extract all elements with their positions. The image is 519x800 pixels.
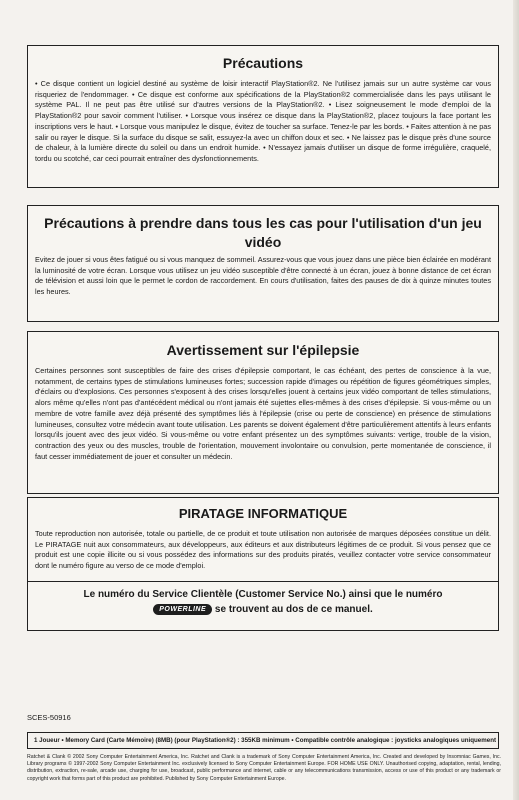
game-specs-bar: 1 Joueur • Memory Card (Carte Mémoire) (8MB) (pour PlayStation®2) : 355KB minimum • Compatible contrôle analogique : joysticks analogiques uniquement — [27, 732, 499, 749]
powerline-logo: POWERLINE — [153, 604, 212, 615]
precautions-title: Précautions — [222, 55, 304, 71]
video-precautions-section — [27, 205, 499, 322]
epilepsy-title: Avertissement sur l'épilepsie — [166, 342, 360, 358]
video-precautions-text: Evitez de jouer si vous êtes fatigué ou si vous manquez de sommeil. Assurez-vous que vous jouez dans une pièce bien éclairée en modérant la luminosité de votre écran. Lorsque vous utilisez un jeu vidéo susceptible d'être connecté à un écran, jouez à bonne distance de cet écran de télévision et aussi loin que le permet le cordon de raccordement. En cours d'utilisation, faites des pauses de dix à quinze minutes toutes les heures. — [35, 255, 491, 297]
legal-notice: Ratchet & Clank © 2002 Sony Computer Entertainment America, Inc. Ratchet and Clank is a trademark of Sony Computer Entertainment America, Inc. Created and developed by Insomniac Games, Inc. Library programs © 1997-2002 Sony Computer Entertainment Inc. exclusively licensed to Sony Computer Entertainment Europe. FOR HOME USE ONLY. Unauthorised copying, adaptation, rental, lending, distribution, extraction, re-sale, arcade use, charging for use, broadcast, public performance and internet, cable or any telecommunications transmission, access or use of this product or any trademark or copyright work that forms part of this product are prohibited. Published by Sony Computer Entertainment Europe. — [27, 754, 501, 782]
piracy-title: PIRATAGE INFORMATIQUE — [178, 506, 348, 521]
epilepsy-section — [27, 331, 499, 494]
service-line-2: se trouvent au dos de ce manuel. — [214, 603, 373, 615]
customer-service-note — [35, 587, 491, 617]
page-edge-shadow — [513, 0, 519, 800]
piracy-section — [27, 497, 499, 631]
piracy-divider — [28, 581, 498, 582]
product-code: SCES-50916 — [27, 713, 71, 722]
service-line-1: Le numéro du Service Clientèle (Customer Service No.) ainsi que le numéro — [83, 588, 443, 600]
precautions-text: • Ce disque contient un logiciel destiné au système de loisir interactif PlayStation®2. Ne l'utilisez jamais sur un autre système car vous risqueriez de l'endommager. • Ce disque est conforme aux spécifications de la PlayStation®2 commercialisée dans les pays utilisant le système PAL. Il ne peut pas être utilisé sur d'autres versions de la PlayStation®2. • Lisez soigneusement le mode d'emploi de la PlayStation®2 pour savoir comment l'utiliser. • Lorsque vous insérez ce disque dans la PlayStation®2, placez toujours la face portant les inscriptions vers le haut. • Lorsque vous manipulez le disque, évitez de toucher sa surface. Tenez-le par les bords. • Faites attention à ne pas salir ou rayer le disque. Si la surface du disque se salit, essuyez-la avec un chiffon doux et sec. • Ne laissez pas le disque près d'une source de chaleur, à la lumière directe du soleil ou dans un endroit humide. • N'essayez jamais d'utiliser un disque de forme irrégulière, craquelé, tordu ou scotché, car ceci pourrait entraîner des dysfonctionnements. — [35, 79, 491, 163]
precautions-section — [27, 45, 499, 188]
epilepsy-text: Certaines personnes sont susceptibles de faire des crises d'épilepsie comportant, le cas échéant, des pertes de conscience à la vue, notamment, de certains types de stimulations lumineuses fortes; succession rapide d'images ou répétition de figures géométriques simples, d'éclairs ou d'explosions. Ces personnes s'exposent à des crises lorsqu'elles jouent à certains jeux vidéo comportant de telles stimulations, alors même qu'elles n'ont pas d'antécédent médical ou n'ont jamais été sujettes elles-mêmes à des crises d'épilepsie. Si vous-même ou un membre de votre famille avez déjà présenté des symptômes liés à l'épilepsie (crise ou perte de conscience) en présence de stimulations lumineuses, consultez votre médecin avant toute utilisation. Les parents se doivent également d'être particulièrement attentifs à leurs enfants lorsqu'ils jouent avec des jeux vidéo. Si vous-même ou votre enfant présentez un des symptômes suivants: vertige, trouble de la vision, contraction des yeux ou des muscles, trouble de l'orientation, mouvement involontaire ou convulsion, perte momentanée de conscience, il faut cesser immédiatement de jouer et consulter un médecin. — [35, 366, 491, 461]
piracy-text: Toute reproduction non autorisée, totale ou partielle, de ce produit et toute utilisation non autorisée de marques déposées constitue un délit. Le PIRATAGE nuit aux consommateurs, aux développeurs, aux éditeurs et aux distributeurs légitimes de ce produit. Si vous pensez que ce produit est une copie illicite ou si vous possédez des informations sur des produits piratés, veuillez contacter votre service consommateur dont le numéro figure au verso de ce mode d'emploi. — [35, 529, 491, 571]
video-precautions-title: Précautions à prendre dans tous les cas pour l'utilisation d'un jeu vidéo — [44, 215, 482, 250]
